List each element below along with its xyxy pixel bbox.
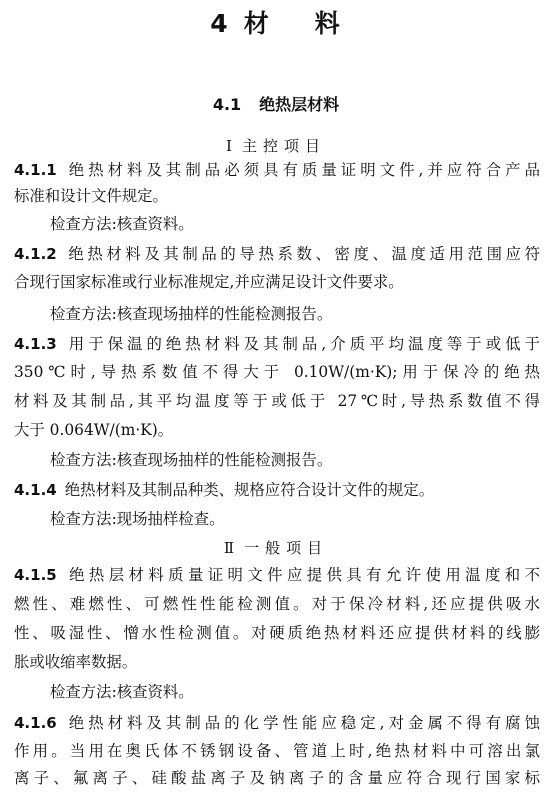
check-method-line: 检查方法:核查现场抽样的性能检测报告。	[50, 451, 333, 469]
paragraph-line: 4.1.2 绝热材料及其制品的导热系数、密度、温度适用范围应符	[14, 245, 540, 263]
check-method-line: 检查方法:核查资料。	[50, 683, 194, 701]
subsection-heading-main	[0, 135, 552, 156]
clause-number: 4.1.6	[14, 714, 57, 732]
clause-number: 4.1.2	[14, 245, 57, 263]
paragraph-line: 作用。当用在奥氏体不锈钢设备、管道上时,绝热材料中可溶出氯	[14, 742, 540, 760]
check-method-line: 检查方法:现场抽样检查。	[50, 510, 225, 528]
check-method-line: 检查方法:核查现场抽样的性能检测报告。	[50, 305, 333, 323]
paragraph-line: 标准和设计文件规定。	[14, 187, 168, 205]
paragraph-line: 4.1.4 绝热材料及其制品种类、规格应符合设计文件的规定。	[14, 481, 435, 499]
subsection-roman: Ⅱ	[223, 539, 235, 557]
clause-number: 4.1.1	[14, 161, 57, 179]
paragraph-line: 性、吸湿性、憎水性检测值。对硬质绝热材料还应提供材料的线膨	[14, 624, 540, 642]
paragraph-line: 4.1.5 绝热层材料质量证明文件应提供具有允许使用温度和不	[14, 566, 540, 584]
paragraph-line: 4.1.6 绝热材料及其制品的化学性能应稳定,对金属不得有腐蚀	[14, 714, 540, 732]
chapter-heading	[0, 4, 552, 40]
paragraph-line: 4.1.3 用于保温的绝热材料及其制品,介质平均温度等于或低于	[14, 335, 540, 353]
subsection-title: 一般项目	[244, 539, 329, 557]
subsection-heading-general	[0, 537, 552, 558]
clause-number: 4.1.3	[14, 335, 57, 353]
subsection-title: 主控项目	[241, 137, 326, 155]
clause-number: 4.1.4	[14, 481, 57, 499]
section-heading	[0, 92, 552, 115]
paragraph-line: 合现行国家标准或行业标准规定,并应满足设计文件要求。	[14, 273, 404, 291]
paragraph-line: 胀或收缩率数据。	[14, 653, 138, 671]
subsection-roman: Ⅰ	[226, 137, 232, 155]
paragraph-line: 4.1.1 绝热材料及其制品必须具有质量证明文件,并应符合产品	[14, 161, 540, 179]
paragraph-line: 材料及其制品,其平均温度等于或低于 27℃时,导热系数值不得	[14, 392, 540, 410]
chapter-number: 4	[210, 9, 230, 38]
clause-number: 4.1.5	[14, 566, 57, 584]
section-number: 4.1	[212, 95, 242, 114]
check-method-line: 检查方法:核查资料。	[50, 215, 194, 233]
chapter-title-2: 料	[314, 9, 342, 38]
paragraph-line: 燃性、难燃性、可燃性性能检测值。对于保冷材料,还应提供吸水	[14, 595, 540, 613]
paragraph-line: 大于 0.064W/(m·K)。	[14, 421, 174, 439]
section-title: 绝热层材料	[259, 95, 340, 114]
paragraph-line: 350℃时,导热系数值不得大于 0.10W/(m·K);用于保冷的绝热	[14, 363, 540, 381]
paragraph-line: 离子、氟离子、硅酸盐离子及钠离子的含量应符合现行国家标	[14, 769, 540, 787]
chapter-title: 材	[243, 9, 271, 38]
